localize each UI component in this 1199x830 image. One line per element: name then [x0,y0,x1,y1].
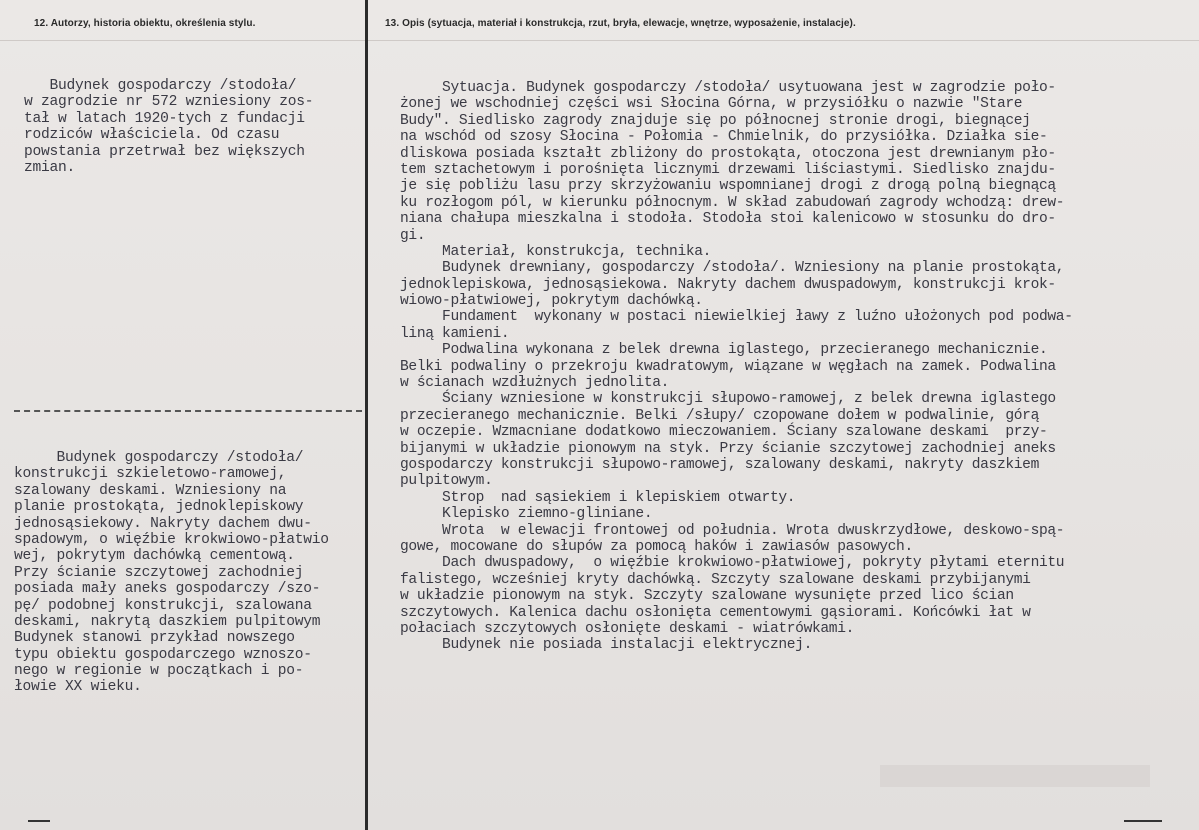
text-line: typu obiektu gospodarczego wznoszo- [14,646,312,663]
text-line: pulpitowym. [400,473,493,490]
text-line: tem sztachetowym i porośnięta licznymi drzewami liściastymi. Siedlisko znajdu- [400,161,1056,178]
text-line: Budynek drewniany, gospodarczy /stodoła/. Wzniesiony na planie prostokąta, [400,260,1065,277]
text-line: szalowany deskami. Wzniesiony na [14,482,287,499]
text-line: powstania przetrwał bez większych [24,143,305,160]
text-line: ku rozłogom pól, w kierunku północnym. W skład zabudowań zagrody wchodzą: drew- [400,194,1065,211]
text-line: Fundament wykonany w postaci niewielkiej ławy z luźno ułożonych pod podwa- [400,309,1073,326]
text-line: tał w latach 1920-tych z fundacji [24,110,305,127]
summary-text [14,450,329,696]
text-line: Klepisko ziemno-gliniane. [400,506,653,523]
text-line: Budynek stanowi przykład nowszego [14,630,295,647]
section-13-heading: 13. Opis (sytuacja, materiał i konstrukcja, rzut, bryła, elewacje, wnętrze, wyposażenie, instalacje). [385,18,856,29]
text-line: Przy ścianie szczytowej zachodniej [14,564,304,581]
text-line: konstrukcji szkieletowo-ramowej, [14,466,287,483]
text-line: je się pobliżu lasu przy skrzyżowaniu wspomnianej drogi z drogą polną biegnącą [400,178,1056,195]
corner-mark-right [1124,820,1162,822]
text-line: Dach dwuspadowy, o więźbie krokwiowo-płatwiowej, pokryty płytami eternitu [400,555,1065,572]
text-line: połaciach szczytowych osłonięte deskami - wiatrówkami. [400,620,855,637]
text-line: pę/ podobnej konstrukcji, szalowana [14,597,312,614]
text-line: dliskowa posiada kształt zbliżony do prostokąta, otoczona jest drewnianym pło- [400,145,1056,162]
text-line: wej, pokrytym dachówką cementową. [14,548,295,565]
text-line: w układzie pionowym na styk. Szczyty szalowane wysunięte przed lico ścian [400,588,1014,605]
text-line: Budynek nie posiada instalacji elektrycznej. [400,637,812,654]
corner-mark-left [28,820,50,822]
header-rule [0,40,1199,41]
text-line: spadowym, o więźbie krokwiowo-płatwio [14,531,329,548]
text-line: jednosąsiekowy. Nakryty dachem dwu- [14,515,312,532]
text-line: szczytowych. Kalenica dachu osłonięta cementowymi gąsiorami. Końcówki łat w [400,604,1031,621]
text-line: niana chałupa mieszkalna i stodoła. Stodoła stoi kalenicowo w stosunku do dro- [400,211,1056,228]
text-line: Wrota w elewacji frontowej od południa. Wrota dwuskrzydłowe, deskowo-spą- [400,522,1065,539]
text-line: Budynek gospodarczy /stodoła/ [24,78,297,94]
text-line: Strop nad sąsiekiem i klepiskiem otwarty. [400,489,796,506]
text-line: Budy". Siedlisko zagrody znajduje się po północnej stronie drogi, biegnącej [400,112,1031,129]
text-line: Sytuacja. Budynek gospodarczy /stodoła/ usytuowana jest w zagrodzie poło- [400,80,1056,96]
faded-stamp-area [880,765,1150,787]
text-line: żonej we wschodniej części wsi Słocina Górna, w przysiółku o nazwie "Stare [400,96,1023,113]
text-line: rodziców właściciela. Od czasu [24,127,280,144]
text-line: planie prostokąta, jednoklepiskowy [14,499,304,516]
text-line: deskami, nakrytą daszkiem pulpitowym [14,613,321,630]
text-line: Budynek gospodarczy /stodoła/ [14,450,304,466]
text-line: bijanymi w układzie pionowym na styk. Przy ścianie szczytowej zachodniej aneks [400,440,1056,457]
text-line: jednoklepiskowa, jednosąsiekowa. Nakryty dachem dwuspadowym, konstrukcji krok- [400,276,1056,293]
dashed-separator [14,410,362,412]
text-line: w oczepie. Wzmacniane dodatkowo mieczowaniem. Ściany szalowane deskami przy- [400,424,1048,441]
column-divider [365,0,368,830]
text-line: Belki podwaliny o przekroju kwadratowym, wiązane w węgłach na zamek. Podwalina [400,358,1056,375]
text-line: przecieranego mechanicznie. Belki /słupy/ czopowane dołem w podwalinie, górą [400,407,1039,424]
text-line: w zagrodzie nr 572 wzniesiony zos- [24,94,314,111]
text-line: liną kamieni. [400,325,510,342]
history-text [24,78,313,176]
text-line: nego w regionie w początkach i po- [14,663,304,680]
text-line: łowie XX wieku. [14,679,142,696]
text-line: w ścianach wzdłużnych jednolita. [400,375,670,392]
text-line: falistego, wcześniej kryty dachówką. Szczyty szalowane deskami przybijanymi [400,571,1031,588]
section-12-heading: 12. Autorzy, historia obiektu, określenia stylu. [34,18,256,29]
text-line: wiowo-płatwiowej, pokrytym dachówką. [400,293,703,310]
text-line: posiada mały aneks gospodarczy /szo- [14,581,321,598]
text-line: gospodarczy konstrukcji słupowo-ramowej, szalowany deskami, nakryty daszkiem [400,456,1039,473]
text-line: gi. [400,227,426,244]
description-text [400,80,1073,654]
text-line: zmian. [24,159,76,176]
text-line: na wschód od szosy Słocina - Połomia - Chmielnik, do przysiółka. Działka sie- [400,129,1048,146]
text-line: Ściany wzniesione w konstrukcji słupowo-ramowej, z belek drewna iglastego [400,391,1056,408]
text-line: gowe, mocowane do słupów za pomocą haków i zawiasów pasowych. [400,538,913,555]
text-line: Materiał, konstrukcja, technika. [400,243,712,260]
text-line: Podwalina wykonana z belek drewna iglastego, przecieranego mechanicznie. [400,342,1048,359]
